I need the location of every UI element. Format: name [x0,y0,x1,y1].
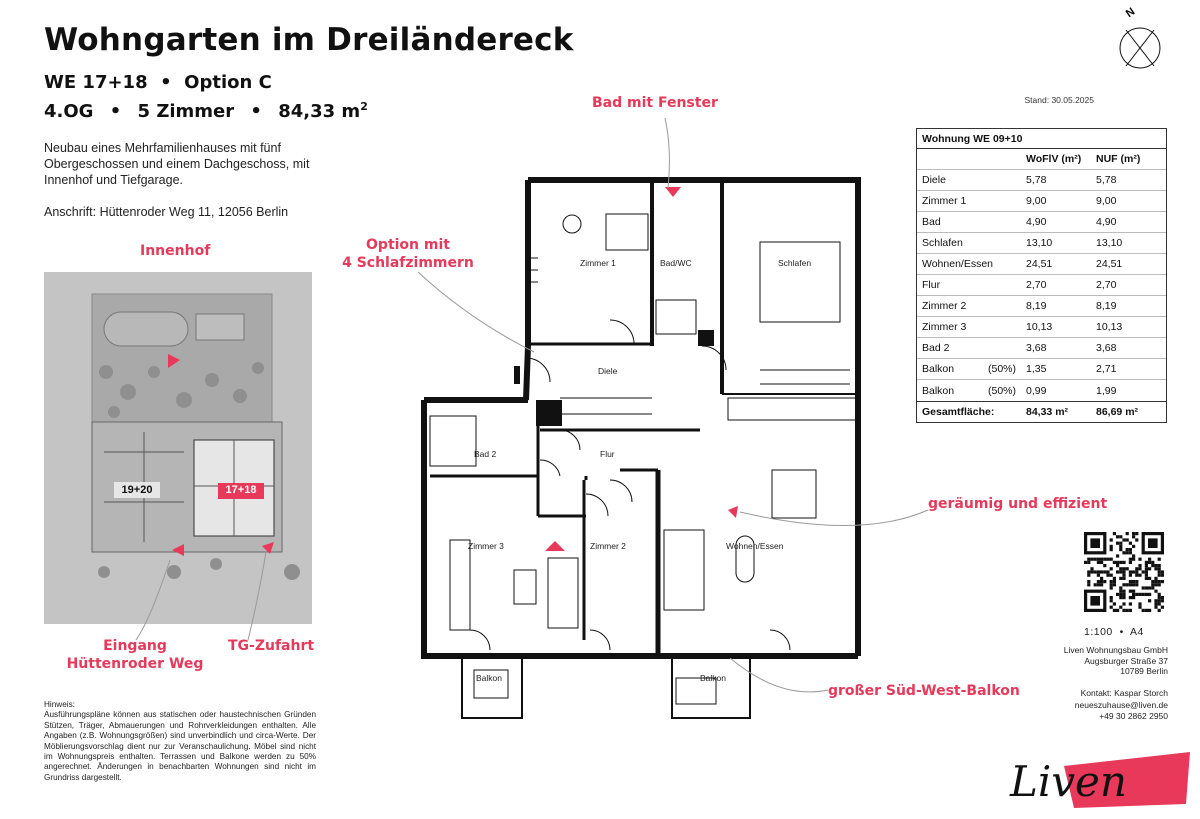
callout-bad-fenster: Bad mit Fenster [592,95,718,111]
page-title: Wohngarten im Dreiländereck [44,22,574,58]
area-table-row [917,338,1166,359]
compass-icon [1112,0,1168,72]
stand-date: Stand: 30.05.2025 [1024,95,1094,105]
area-cell-name: Wohnen/Essen [922,258,994,270]
area-cell-nuf: 10,13 [1096,321,1123,333]
address: Anschrift: Hüttenroder Weg 11, 12056 Berlin [44,205,289,219]
area-table-row [917,296,1166,317]
callout-tg: TG-Zufahrt [228,638,315,654]
area-cell-wofiv: 8,19 [1026,300,1047,312]
floor: 4.OG [44,101,94,122]
area-table-header [917,149,1166,170]
area-cell-wofiv: 2,70 [1026,279,1047,291]
callout-innenhof: Innenhof [140,243,211,259]
area-table-rows [917,170,1166,401]
area-cell-name: Flur [922,279,941,291]
site-unit-19-20: 19+20 [121,484,153,496]
area-cell-name: Schlafen [922,237,963,249]
note-heading: Hinweis: [44,700,75,709]
contact-person: Kontakt: Kaspar Storch [1080,688,1168,698]
area-cell-nuf: 13,10 [1096,237,1123,249]
area-table [916,128,1167,423]
col-wofiv: WoFlV (m²) [1026,153,1082,165]
company-street: Augsburger Straße 37 [1084,655,1168,666]
callout-option-line1: Option mit [366,237,450,253]
area-cell-wofiv: 5,78 [1026,174,1047,186]
area-table-row [917,191,1166,212]
callout-balkon: großer Süd-West-Balkon [828,683,1020,699]
room-flur: Flur [600,449,615,459]
note-text: Ausführungspläne können aus statischen oder haustechnischen Gründen Stützen, Träger, Abmauerungen und Rohrverkleidungen enthalten. Alle Angaben (z.B. Wohnungsgrößen) sind unverbindlich und circa-Werte. Der Möblierungsvorschlag dient nur zur Veranschaulichung. Möbel sind nicht im Wohnungspreis enthalten. Terrassen und Balkone werden zu 50% angerechnet. Änderungen in benachbarten Wohnungen sind nicht im Grundriss dargestellt. [44,710,316,782]
room-zimmer1: Zimmer 1 [580,258,616,268]
area-cell-wofiv: 24,51 [1026,258,1053,270]
area-cell-nuf: 5,78 [1096,174,1117,186]
room-schlafen: Schlafen [778,258,812,268]
living-area: 84,33 m [278,101,361,122]
area-cell-pct: (50%) [988,384,1017,397]
company-address [1064,645,1168,677]
area-cell-name: Diele [922,174,946,186]
area-cell-nuf: 2,71 [1096,363,1117,375]
logo-text: Liven [1010,757,1127,806]
room-zimmer3: Zimmer 3 [468,541,504,551]
callout-eingang [60,637,210,673]
disclaimer-note [44,700,316,783]
total-wofiv: 84,33 m² [1026,406,1069,418]
area-cell-nuf: 9,00 [1096,195,1117,207]
area-cell-name: Zimmer 3 [922,321,967,333]
area-table-title: Wohnung WE 09+10 [917,129,1166,149]
site-plan-drawing [44,272,312,624]
area-cell-wofiv: 10,13 [1026,321,1053,333]
area-cell-wofiv: 13,10 [1026,237,1053,249]
room-balkon-2: Balkon [700,673,726,683]
room-badwc: Bad/WC [660,258,692,268]
area-cell-wofiv: 1,35 [1026,363,1047,375]
contact-email[interactable]: neueszuhause@liven.de [1074,699,1168,710]
area-table-row [917,233,1166,254]
separator: • [109,101,122,122]
area-cell-nuf: 8,19 [1096,300,1117,312]
area-unit-sup: 2 [360,100,368,113]
area-cell-nuf: 3,68 [1096,342,1117,354]
area-table-row [917,254,1166,275]
room-bad2: Bad 2 [474,449,497,459]
unit-line: WE 17+18 • Option C [44,72,272,93]
area-table-row [917,275,1166,296]
area-cell-nuf: 4,90 [1096,216,1117,228]
area-table-total [917,401,1166,422]
area-cell-name: Balkon [922,363,955,375]
room-zimmer2: Zimmer 2 [590,541,626,551]
area-table-row [917,212,1166,233]
unit-facts [44,100,368,122]
site-plan [44,272,312,624]
area-table-row [917,170,1166,191]
area-cell-wofiv: 4,90 [1026,216,1047,228]
area-table-row [917,380,1166,401]
callout-eingang-line2: Hüttenroder Weg [66,656,204,672]
separator: • [250,101,262,122]
description: Neubau eines Mehrfamilienhauses mit fünf Obergeschossen und einem Dachgeschoss, mit Innenhof und Tiefgarage. [44,141,310,187]
room-diele: Diele [598,366,618,376]
qr-code-icon[interactable] [1084,532,1164,612]
company-name: Liven Wohnungsbau GmbH [1063,645,1168,655]
contact-info [1075,688,1168,723]
area-cell-nuf: 2,70 [1096,279,1117,291]
liven-logo [1004,746,1194,812]
callout-geraeumig: geräumig und effizient [928,496,1108,512]
area-cell-wofiv: 0,99 [1026,384,1047,397]
area-table-row [917,359,1166,380]
area-cell-wofiv: 9,00 [1026,195,1047,207]
area-cell-name: Zimmer 2 [922,300,967,312]
area-cell-name: Bad 2 [922,342,950,354]
company-city: 10789 Berlin [1120,666,1168,676]
compass-north-label: N [1123,5,1138,21]
area-cell-pct: (50%) [988,363,1017,375]
callout-option-line2: 4 Schlafzimmern [342,255,474,271]
area-cell-nuf: 1,99 [1096,384,1117,397]
total-label: Gesamtfläche: [922,406,995,418]
room-balkon-1: Balkon [476,673,502,683]
area-cell-nuf: 24,51 [1096,258,1123,270]
scale-format: 1:100 • A4 [1084,626,1144,638]
callout-eingang-line1: Eingang [103,638,167,654]
contact-phone[interactable]: +49 30 2862 2950 [1099,711,1168,721]
total-nuf: 86,69 m² [1096,406,1139,418]
room-count: 5 Zimmer [137,101,235,122]
area-cell-name: Balkon [922,384,955,397]
area-cell-name: Bad [922,216,941,228]
area-cell-wofiv: 3,68 [1026,342,1047,354]
area-table-row [917,317,1166,338]
site-unit-17-18: 17+18 [225,484,257,496]
area-cell-name: Zimmer 1 [922,195,967,207]
col-nuf: NUF (m²) [1096,153,1141,165]
room-wohnen-essen: Wohnen/Essen [726,541,784,551]
floor-plan [410,170,870,730]
